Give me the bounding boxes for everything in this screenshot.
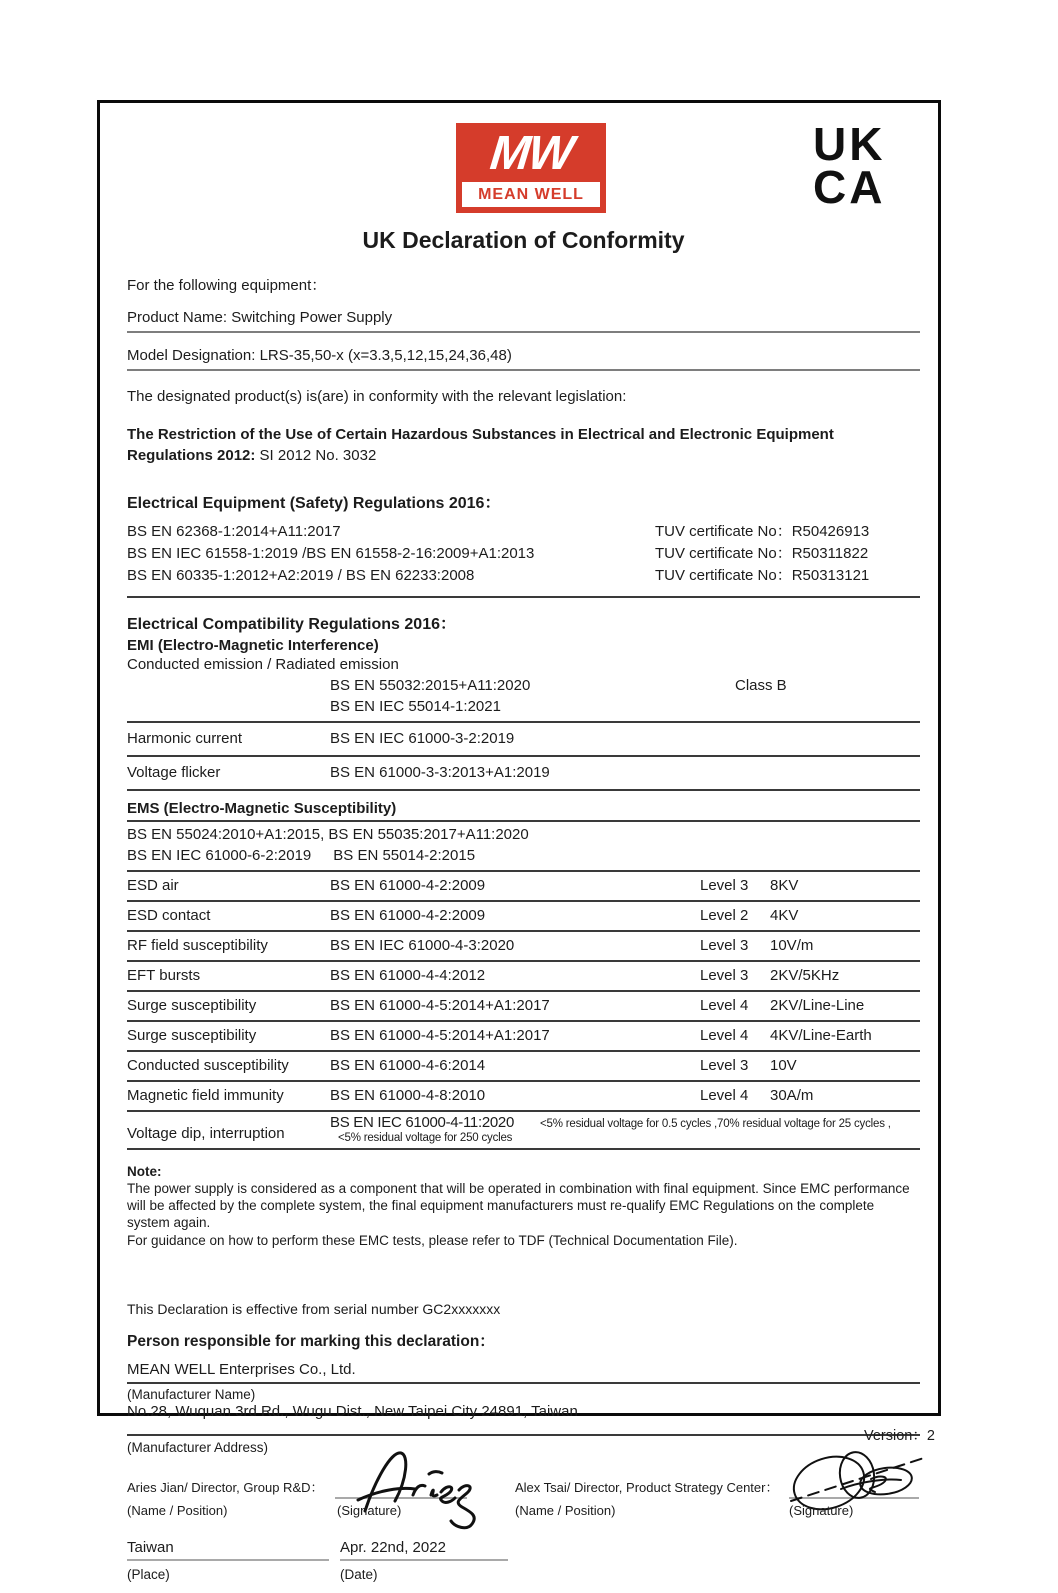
- conformity-statement: The designated product(s) is(are) in conformity with the relevant legislation:: [127, 388, 627, 405]
- test-value: 4KV/Line-Earth: [770, 1026, 872, 1044]
- test-value: 8KV: [770, 876, 799, 894]
- emission-standards-row: [127, 675, 920, 723]
- emission-standards: [330, 675, 735, 717]
- test-value: 4KV: [770, 906, 799, 924]
- note-section: [127, 1163, 920, 1249]
- rohs-regulation: [127, 424, 920, 466]
- table-row: [127, 902, 920, 932]
- test-label: EFT bursts: [127, 966, 201, 984]
- emission-standard: BS EN 55032:2015+A11:2020: [330, 676, 531, 694]
- test-value: 10V: [770, 1056, 797, 1074]
- table-row: [127, 723, 920, 757]
- test-value: 30A/m: [770, 1086, 814, 1104]
- test-label: Surge susceptibility: [127, 1026, 257, 1044]
- test-value: 2KV/5KHz: [770, 966, 840, 984]
- test-label: ESD air: [127, 876, 179, 894]
- ems-heading: EMS (Electro-Magnetic Susceptibility): [127, 800, 920, 822]
- safety-regulations-heading: Electrical Equipment (Safety) Regulations 2016：: [127, 495, 501, 512]
- table-row: [127, 1052, 920, 1082]
- rohs-regulation-reference: SI 2012 No. 3032: [255, 447, 377, 464]
- test-label: Voltage dip, interruption: [127, 1124, 285, 1142]
- test-value: 2KV/Line-Line: [770, 996, 865, 1014]
- ems-standards-line: [127, 845, 920, 866]
- safety-standard: BS EN IEC 61558-1:2019 /BS EN 61558-2-16:2009+A1:2013: [127, 544, 535, 562]
- table-row: [127, 1112, 920, 1150]
- signature-label-right: (Signature): [789, 1502, 854, 1518]
- mean-well-logo: [456, 123, 606, 213]
- date-label: (Date): [340, 1566, 378, 1582]
- ems-standard: BS EN IEC 61000-6-2:2019: [127, 846, 312, 864]
- test-standard: BS EN IEC 61000-4-3:2020: [330, 936, 515, 954]
- ems-standard: BS EN 55014-2:2015: [333, 846, 476, 864]
- table-row: [127, 932, 920, 962]
- ukca-top: UK: [813, 118, 886, 170]
- manufacturer-address: No.28, Wuquan 3rd Rd., Wugu Dist., New Taipei City 24891, Taiwan: [127, 1403, 920, 1436]
- voltage-dip-line1: [330, 1114, 920, 1132]
- tuv-certificate: TUV certificate No：R50426913: [655, 523, 870, 540]
- test-standard: BS EN 61000-4-8:2010: [330, 1086, 486, 1104]
- safety-standard: BS EN 62368-1:2014+A11:2017: [127, 523, 341, 540]
- person-responsible-heading: Person responsible for marking this declaration：: [127, 1332, 495, 1350]
- test-label: Surge susceptibility: [127, 996, 257, 1014]
- tuv-certificate: TUV certificate No：R50311822: [655, 545, 869, 563]
- version-label: Version：2: [864, 1428, 935, 1444]
- test-level: Level 4: [700, 1026, 749, 1044]
- document-header: [127, 113, 920, 213]
- table-row: [127, 757, 920, 791]
- rohs-regulation-title: The Restriction of the Use of Certain Hazardous Substances in Electrical and Electronic Equipment Regulations 2012:: [127, 426, 834, 464]
- test-standard: BS EN 61000-4-6:2014: [330, 1056, 486, 1074]
- ukca-bottom: CA: [813, 160, 886, 213]
- model-designation-field: Model Designation: LRS-35,50-x (x=3.3,5,12,15,24,36,48): [127, 347, 920, 371]
- emission-label-spacer: [127, 675, 330, 717]
- signer-name-left: Aries Jian/ Director, Group R&D：: [127, 1479, 324, 1495]
- test-label: Harmonic current: [127, 729, 243, 747]
- manufacturer-name: MEAN WELL Enterprises Co., Ltd.: [127, 1361, 920, 1384]
- manufacturer-name-label: (Manufacturer Name): [127, 1386, 256, 1402]
- note-guidance: For guidance on how to perform these EMC tests, please refer to TDF (Technical Documentation File).: [127, 1232, 738, 1248]
- emission-class: Class B: [735, 676, 787, 694]
- safety-standards-list: [127, 521, 655, 588]
- test-standard: BS EN 61000-4-2:2009: [330, 906, 486, 924]
- table-row: [127, 992, 920, 1022]
- table-row: [127, 872, 920, 902]
- emi-heading: EMI (Electro-Magnetic Interference): [127, 636, 379, 654]
- test-standard: BS EN 61000-4-2:2009: [330, 876, 486, 894]
- test-label: Voltage flicker: [127, 763, 221, 781]
- test-label: Conducted susceptibility: [127, 1056, 289, 1074]
- tuv-certificate: TUV certificate No：R50313121: [655, 567, 870, 585]
- manufacturer-address-label: (Manufacturer Address): [127, 1439, 269, 1455]
- note-heading: Note:: [127, 1163, 162, 1179]
- page-title: UK Declaration of Conformity: [362, 227, 685, 253]
- serial-statement: This Declaration is effective from serial number GC2xxxxxxx: [127, 1300, 501, 1317]
- test-standard: BS EN 61000-4-4:2012: [330, 966, 486, 984]
- ukca-mark: [813, 118, 886, 213]
- test-level: Level 4: [700, 1086, 749, 1104]
- table-row: [127, 962, 920, 992]
- table-row: [127, 1022, 920, 1052]
- test-value: 10V/m: [770, 936, 814, 954]
- date-value: Apr. 22nd, 2022: [340, 1539, 508, 1561]
- name-position-label-left: (Name / Position): [127, 1502, 228, 1518]
- mean-well-wordmark: MEAN WELL: [462, 182, 600, 207]
- test-standard: BS EN IEC 61000-4-11:2020: [330, 1113, 515, 1131]
- place-label: (Place): [127, 1566, 170, 1582]
- note-body: The power supply is considered as a component that will be operated in combination with final equipment. Since EMC performance will be affected by the complete system, the final equipment manufacturers must re-qualify EMC Regulations on the complete system again.: [127, 1180, 910, 1231]
- place-date-section: [127, 1535, 920, 1593]
- mw-monogram: MW: [487, 126, 575, 180]
- signature-section: [127, 1457, 920, 1531]
- table-row: [127, 1082, 920, 1112]
- test-standard: BS EN IEC 61000-3-2:2019: [330, 729, 515, 747]
- test-detail: <5% residual voltage for 250 cycles: [338, 1131, 513, 1144]
- safety-standard: BS EN 60335-1:2012+A2:2019 / BS EN 62233:2008: [127, 566, 475, 584]
- voltage-dip-details: [330, 1114, 920, 1144]
- ems-standards-line: BS EN 55024:2010+A1:2015, BS EN 55035:2017+A11:2020: [127, 825, 529, 843]
- test-level: Level 2: [700, 906, 749, 924]
- test-level: Level 3: [700, 1056, 749, 1074]
- test-level: Level 4: [700, 996, 749, 1014]
- test-level: Level 3: [700, 936, 749, 954]
- test-standard: BS EN 61000-4-5:2014+A1:2017: [330, 996, 550, 1014]
- signer-name-right: Alex Tsai/ Director, Product Strategy Center：: [515, 1479, 779, 1495]
- name-position-label-right: (Name / Position): [515, 1502, 616, 1518]
- tuv-certificates-list: [655, 521, 920, 588]
- emi-subheading: Conducted emission / Radiated emission: [127, 655, 399, 673]
- test-level: Level 3: [700, 966, 749, 984]
- test-label: RF field susceptibility: [127, 936, 268, 954]
- emission-standard: BS EN IEC 55014-1:2021: [330, 697, 501, 715]
- test-standard: BS EN 61000-3-3:2013+A1:2019: [330, 763, 550, 781]
- test-detail: <5% residual voltage for 0.5 cycles ,70% residual voltage for 25 cycles ,: [540, 1117, 891, 1130]
- ems-standards-block: [127, 822, 920, 872]
- product-name-field: Product Name: Switching Power Supply: [127, 309, 920, 333]
- test-level: Level 3: [700, 876, 749, 894]
- safety-standards-block: [127, 521, 920, 598]
- signature-label-left: (Signature): [337, 1502, 402, 1518]
- test-standard: BS EN 61000-4-5:2014+A1:2017: [330, 1026, 550, 1044]
- test-label: Magnetic field immunity: [127, 1086, 284, 1104]
- for-equipment-text: For the following equipment：: [127, 277, 327, 294]
- test-label: ESD contact: [127, 906, 211, 924]
- place-value: Taiwan: [127, 1539, 329, 1561]
- emc-regulations-heading: Electrical Compatibility Regulations 2016：: [127, 615, 456, 633]
